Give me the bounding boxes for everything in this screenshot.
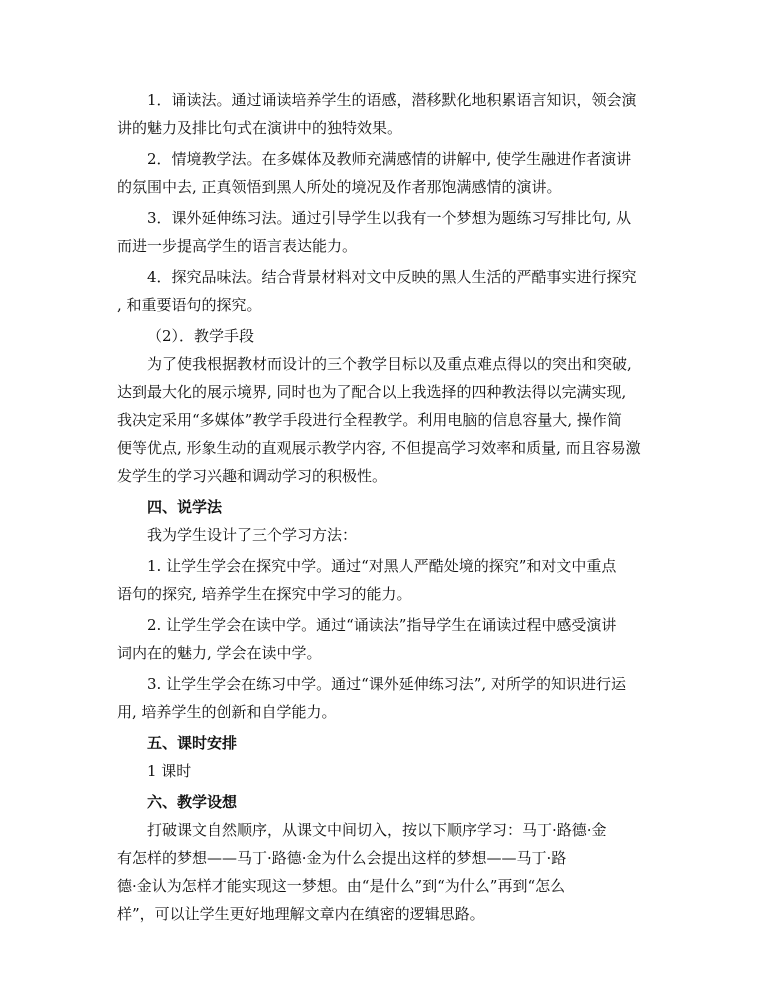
teaching-means-line: 为了使我根据教材而设计的三个教学目标以及重点难点得以的突出和突破, xyxy=(147,355,632,373)
study-method-1-line: 语句的探究, 培养学生在探究中学习的能力。 xyxy=(117,585,412,603)
method-3 xyxy=(117,204,657,260)
section-5-body: 1 课时 xyxy=(147,762,192,780)
study-method-3-line: 3. 让学生学会在练习中学。通过“课外延伸练习法”, 对所学的知识进行运 xyxy=(147,675,626,693)
design-line: 有怎样的梦想——马丁·路德·金为什么会提出这样的梦想——马丁·路 xyxy=(117,849,567,867)
method-1-line: 1．诵读法。通过诵读培养学生的语感，潜移默化地积累语言知识，领会演 xyxy=(147,91,637,109)
section-6-heading: 六、教学设想 xyxy=(147,793,238,811)
method-3-line: 而进一步提高学生的语言表达能力。 xyxy=(117,237,358,255)
method-2 xyxy=(117,145,657,201)
teaching-means-line: 便等优点, 形象生动的直观展示教学内容, 不但提高学习效率和质量, 而且容易激 xyxy=(117,439,641,457)
method-4-line: 4．探究品味法。结合背景材料对文中反映的黑人生活的严酷事实进行探究 xyxy=(147,268,637,286)
teaching-means-line: 达到最大化的展示境界, 同时也为了配合以上我选择的四种教法得以完满实现, xyxy=(117,383,627,401)
design-line: 德·金认为怎样才能实现这一梦想。由“是什么”到“为什么”再到“怎么 xyxy=(117,877,566,895)
section-4 xyxy=(117,493,657,549)
method-2-line: 的氛围中去, 正真领悟到黑人所处的境况及作者那饱满感情的演讲。 xyxy=(117,178,562,196)
section-4-heading: 四、说学法 xyxy=(147,498,223,516)
study-method-1-line: 1. 让学生学会在探究中学。通过“对黑人严酷处境的探究”和对文中重点 xyxy=(147,557,617,575)
section-5 xyxy=(117,729,657,785)
document-body xyxy=(117,86,657,931)
method-1-line: 讲的魅力及排比句式在演讲中的独特效果。 xyxy=(117,119,403,137)
section-4-intro: 我为学生设计了三个学习方法： xyxy=(147,526,358,544)
method-3-line: 3．课外延伸练习法。通过引导学生以我有一个梦想为题练习写排比句, 从 xyxy=(147,209,632,227)
method-4-line: , 和重要语句的探究。 xyxy=(117,296,262,314)
study-method-3 xyxy=(117,670,657,726)
method-4 xyxy=(117,263,657,319)
study-method-1 xyxy=(117,552,657,608)
study-method-2 xyxy=(117,611,657,667)
method-2-line: 2．情境教学法。在多媒体及教师充满感情的讲解中, 使学生融进作者演讲 xyxy=(147,150,632,168)
teaching-means-line: 发学生的学习兴趣和调动学习的积极性。 xyxy=(117,467,388,485)
study-method-3-line: 用, 培养学生的创新和自学能力。 xyxy=(117,703,337,721)
study-method-2-line: 词内在的魅力, 学会在读中学。 xyxy=(117,644,322,662)
section-6 xyxy=(117,788,657,928)
teaching-means-line: 我决定采用“多媒体”教学手段进行全程教学。利用电脑的信息容量大, 操作简 xyxy=(117,411,622,429)
teaching-means xyxy=(117,322,657,490)
design-line: 打破课文自然顺序，从课文中间切入，按以下顺序学习：马丁·路德·金 xyxy=(147,821,607,839)
method-1 xyxy=(117,86,657,142)
teaching-means-title: （2）．教学手段 xyxy=(147,327,255,345)
design-line: 样”，可以让学生更好地理解文章内在缜密的逻辑思路。 xyxy=(117,905,485,923)
section-5-heading: 五、课时安排 xyxy=(147,734,238,752)
study-method-2-line: 2. 让学生学会在读中学。通过“诵读法”指导学生在诵读过程中感受演讲 xyxy=(147,616,617,634)
